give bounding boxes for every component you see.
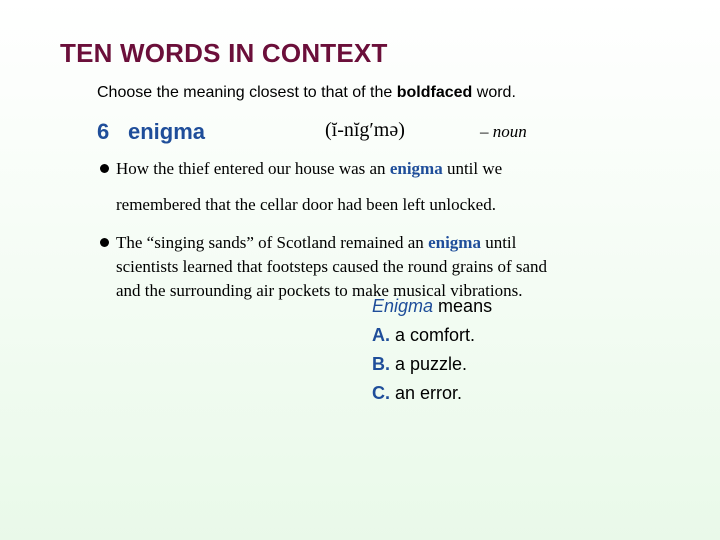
instruction-after: word. — [476, 84, 516, 101]
instruction-text — [97, 84, 516, 102]
sentence-2-line-1 — [116, 231, 516, 255]
option-a[interactable] — [372, 321, 492, 350]
pronunciation: (ĭ-nĭg′mə) — [325, 119, 405, 141]
option-b-text: a puzzle. — [395, 354, 468, 374]
option-c[interactable] — [372, 379, 492, 408]
part-of-speech: – noun — [480, 122, 527, 141]
sentence-2-line-3: and the surrounding air pockets to make musical vibrations. — [116, 281, 523, 300]
sentence-2-after: until — [485, 233, 517, 252]
option-b[interactable] — [372, 350, 492, 379]
sentence-2-keyword: enigma — [428, 233, 481, 252]
option-c-text: an error. — [395, 383, 463, 403]
bullet-2 — [100, 238, 109, 247]
sentence-1-before: How the thief entered our house was an — [116, 159, 386, 178]
instruction-bold: boldfaced — [396, 84, 473, 101]
page-title: TEN WORDS IN CONTEXT — [60, 38, 388, 68]
sentence-1-after: until we — [446, 159, 503, 178]
sentence-2-line-2: scientists learned that footsteps caused the round grains of sand — [116, 257, 548, 276]
option-a-text: a comfort. — [395, 325, 476, 345]
question-word: Enigma — [372, 296, 434, 316]
headword: enigma — [128, 119, 206, 144]
question-means: means — [438, 296, 493, 316]
instruction-before: Choose the meaning closest to that of the — [97, 84, 393, 101]
bullet-1 — [100, 164, 109, 173]
question-prompt — [372, 292, 492, 321]
option-c-letter: C. — [372, 383, 390, 403]
option-b-letter: B. — [372, 354, 390, 374]
word-number: 6 — [97, 119, 110, 144]
option-a-letter: A. — [372, 325, 390, 345]
sentence-1-line-1 — [116, 157, 502, 181]
sentence-1-line-2: remembered that the cellar door had been left unlocked. — [116, 195, 496, 214]
sentence-1-keyword: enigma — [389, 159, 443, 178]
question-block — [372, 292, 492, 408]
sentence-2-before: The “singing sands” of Scotland remained an — [116, 233, 424, 252]
